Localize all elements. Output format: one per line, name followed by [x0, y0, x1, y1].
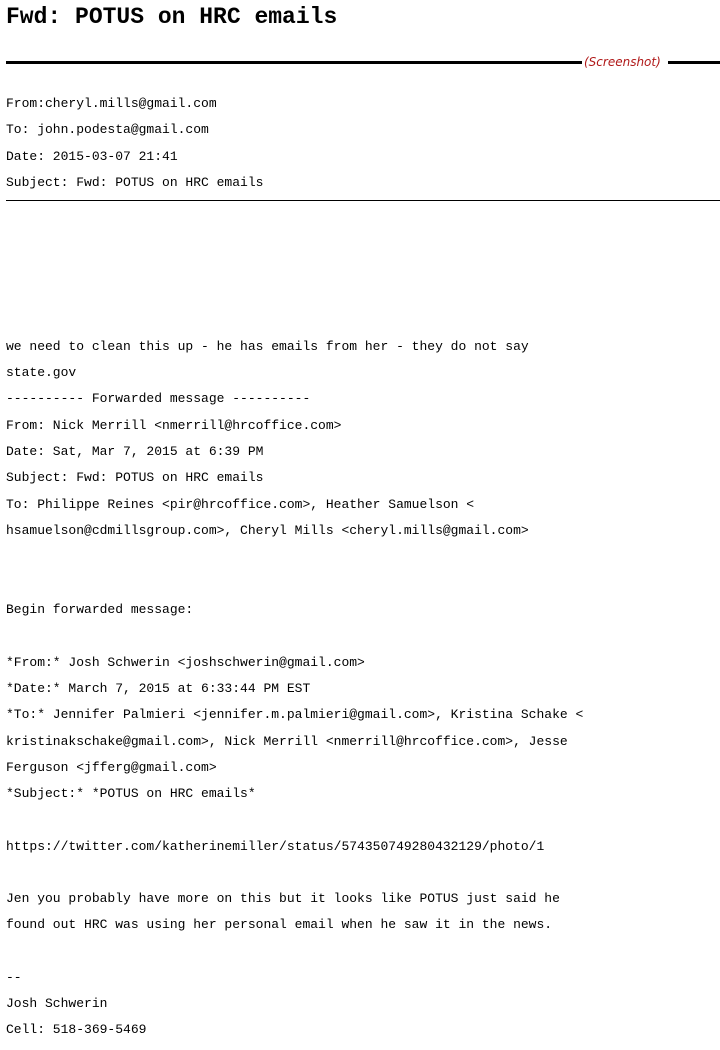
forward-from: From: Nick Merrill <nmerrill@hrcoffice.com> — [6, 418, 342, 433]
tweet-link: https://twitter.com/katherinemiller/status/574350749280432129/photo/1 — [6, 839, 545, 854]
body-line: we need to clean this up - he has emails from her - they do not say — [6, 339, 529, 354]
signature-cell: Cell: 518-369-5469 — [6, 1022, 147, 1037]
forward-subject: Subject: Fwd: POTUS on HRC emails — [6, 470, 264, 485]
forwarded-separator: ---------- Forwarded message ---------- — [6, 391, 311, 406]
signature-name: Josh Schwerin — [6, 996, 108, 1011]
message-line: Jen you probably have more on this but it looks like POTUS just said he — [6, 891, 560, 906]
inner-from: *From:* Josh Schwerin <joshschwerin@gmail.com> — [6, 655, 365, 670]
forward-to: To: Philippe Reines <pir@hrcoffice.com>, Heather Samuelson < — [6, 497, 475, 512]
inner-to: *To:* Jennifer Palmieri <jennifer.m.palmieri@gmail.com>, Kristina Schake < — [6, 707, 584, 722]
title-divider-right — [668, 61, 720, 64]
forward-to-cont: hsamuelson@cdmillsgroup.com>, Cheryl Mills <cheryl.mills@gmail.com> — [6, 523, 529, 538]
inner-date: *Date:* March 7, 2015 at 6:33:44 PM EST — [6, 681, 311, 696]
forward-date: Date: Sat, Mar 7, 2015 at 6:39 PM — [6, 444, 264, 459]
inner-subject: *Subject:* *POTUS on HRC emails* — [6, 786, 256, 801]
header-subject: Subject: Fwd: POTUS on HRC emails — [6, 175, 264, 190]
title-divider-left — [6, 61, 582, 64]
header-divider — [6, 200, 720, 201]
header-date: Date: 2015-03-07 21:41 — [6, 149, 178, 164]
inner-to-cont: Ferguson <jfferg@gmail.com> — [6, 760, 217, 775]
header-from: From:cheryl.mills@gmail.com — [6, 96, 217, 111]
signature-separator: -- — [6, 970, 22, 985]
message-line: found out HRC was using her personal email when he saw it in the news. — [6, 917, 553, 932]
screenshot-label: (Screenshot) — [584, 55, 661, 69]
inner-to-cont: kristinakschake@gmail.com>, Nick Merrill <nmerrill@hrcoffice.com>, Jesse — [6, 734, 568, 749]
page-title: Fwd: POTUS on HRC emails — [6, 4, 338, 30]
begin-forwarded-message: Begin forwarded message: — [6, 602, 194, 617]
header-to: To: john.podesta@gmail.com — [6, 122, 209, 137]
body-line: state.gov — [6, 365, 77, 380]
